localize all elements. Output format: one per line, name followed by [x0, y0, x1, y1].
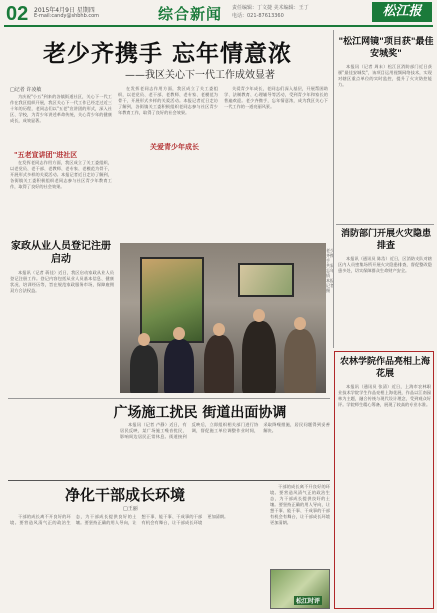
lead-subtitle-2: 关爱青少年成长 [150, 143, 199, 151]
sidebar-divider [336, 224, 434, 225]
section-title: 综合新闻 [158, 5, 223, 23]
sidebar-body-1: 本报讯（记者 周末）松江区消防部门近日获颁"最佳安城奖"，该项目运用视频网络技术，实现对辖区重点单位的实时监控，提升了火灾防控能力。 [338, 64, 432, 87]
lead-col-1: 为庆祝"小五"到来的各镇街道社区，关心下一代工作在我区组织开展，我区关心下一代工作已经走过近三十年的历程，老同志们以"五老"宣讲团的形式，深入社区、学校，为青少年讲述革命传统，关心青少年的健康成长，成效显著。 [10, 94, 112, 123]
sidebar-headline-2: 消防部门开展火灾隐患排查 [340, 229, 431, 251]
lower-headline: 净化干部成长环境 [64, 486, 185, 504]
editors-line: 责任编辑：丁文捷 美术编辑：王丁 [232, 5, 309, 11]
person-figure [164, 339, 194, 393]
photo-caption: 老少齐携手 共叙忘年情 本报记者摄 [326, 248, 334, 293]
sidebar-headline-3: 农林学院作品亮相上海花展 [339, 357, 430, 379]
section-divider [8, 398, 330, 399]
commentary-label: 松江时评 [296, 598, 321, 605]
lead-col-3: 关爱青少年成长，老同志们深入基层，开展帮困助学、法制教育、心理辅导等活动，受到青少年和家长的普遍欢迎。老少齐携手，忘年情意浓，成为我区关心下一代工作的一道亮丽风景。 [224, 86, 328, 109]
left-headline: 家政从业人员登记注册启动 [11, 241, 111, 265]
person-figure [204, 335, 234, 393]
masthead-rule [4, 25, 433, 27]
lead-col-2: 在发挥老同志作用方面，我区成立了关工委组织，以老党员、老干部、老教师、老专家、老模范为骨干，开展形式多样的关爱活动。本报记者近日走访了解到，各街镇关工委积极组织老同志参与社区青少年教育工作，取得了良好的社会效果。 [118, 86, 218, 115]
left-body: 本报讯（记者 蒋佳）近日，我区启动家政从业人员登记注册工作。登记内容包括从业人员基本信息、健康状况、培训经历等，旨在规范家政服务市场，保障雇佣双方合法权益。 [10, 270, 114, 293]
painting-artwork-small [238, 263, 294, 297]
page-email[interactable]: E-mail:candy@shbhb.com [34, 13, 100, 19]
painting-artwork [140, 257, 204, 343]
news-photo [120, 243, 326, 393]
sidebar-headline-1: "松江网镜"项目获"最佳安城奖" [338, 37, 434, 59]
column-divider [333, 30, 334, 348]
section-divider [8, 480, 330, 481]
lead-headline: 老少齐携手 忘年情意浓 [42, 41, 292, 67]
lead-subhead: ——我区关心下一代工作成效显著 [125, 70, 275, 81]
newspaper-logo: 松江报 [372, 2, 432, 22]
person-figure [130, 345, 158, 393]
mid-headline: 广场施工扰民 街道出面协调 [113, 405, 287, 421]
sidebar-body-3: 本报讯（通讯员 张清）近日，上海市农林职业技术学院学生作品亮相上海花展，作品以江南园林为主题，融合传统与现代设计理念，受到观众好评。学院师生精心筹备，展现了较高的专业水准。 [338, 384, 431, 407]
lower-body-right: 干部的成长离不开良好的环境。要营造风清气正的政治生态，为干部成长提供良好的土壤。要坚持正确的用人导向，让想干事、能干事、干成事的干部有机会有舞台，让干部成长环境更加清朗。 [270, 484, 330, 525]
masthead [0, 0, 437, 28]
lower-byline: □王丽 [123, 506, 138, 512]
person-figure [284, 329, 316, 393]
page-number: 02 [6, 3, 29, 25]
lead-subtitle-1: "五老宣讲团"进社区 [14, 151, 78, 159]
lower-body: 干部的成长离不开良好的环境。要营造风清气正的政治生态，为干部成长提供良好的土壤。要坚持正确的用人导向，让想干事、能干事、干成事的干部有机会有舞台，让干部成长环境更加清朗。 [10, 514, 229, 525]
mid-body: 本报讯（记者 卢静）近日，有居民反映，某广场施工噪音扰民，影响周边居民正常休息。街道接到反映后，立即组织相关部门进行协调，督促施工单位调整作业时间，采取降噪措施，居民问题得到妥善解决。 [120, 422, 330, 439]
phone-line: 电话：021-87613360 [232, 13, 284, 19]
person-figure [242, 321, 276, 393]
lead-byline: □记者 许凌敏 [10, 87, 42, 93]
page-date: 2015年4月9日 星期四 [34, 7, 95, 14]
sidebar-body-2: 本报讯（通讯员 陈浩）近日，区消防支队对辖区内人员密集场所开展火灾隐患排查，督促整改隐患多处，切实保障群众生命财产安全。 [338, 256, 432, 273]
lead-col-1b: 在发挥老同志作用方面，我区成立了关工委组织，以老党员、老干部、老教师、老专家、老模范为骨干，开展形式多样的关爱活动。本报记者近日走访了解到，各街镇关工委积极组织老同志参与社区青少年教育工作，取得了良好的社会效果。 [10, 160, 112, 189]
